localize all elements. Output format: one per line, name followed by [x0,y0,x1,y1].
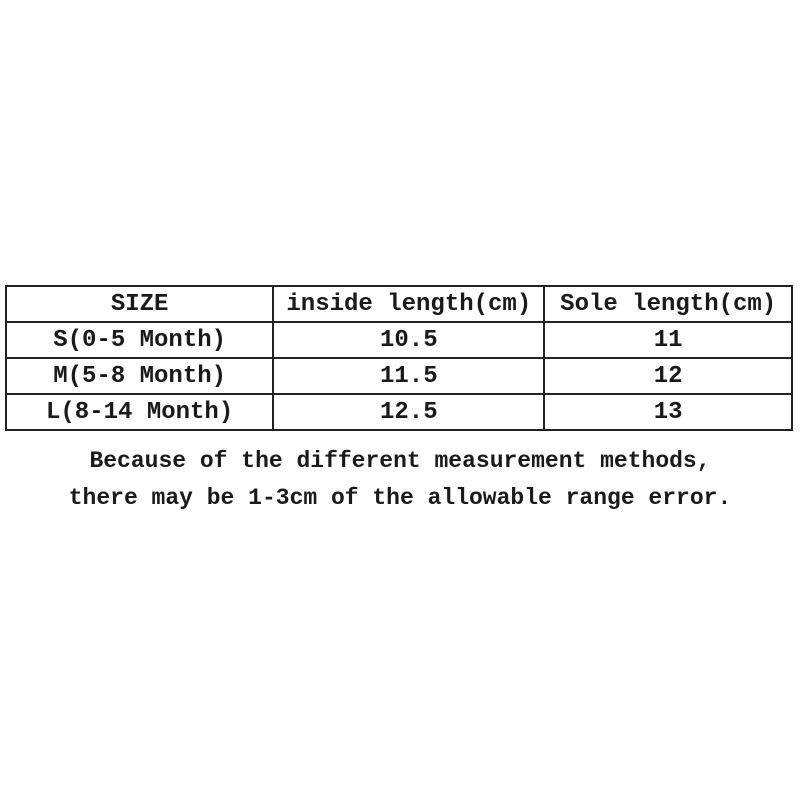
cell-size-s: S(0-5 Month) [6,322,273,358]
disclaimer-line-1: Because of the different measurement methods, [89,448,711,474]
cell-inside-length-s: 10.5 [273,322,544,358]
cell-size-m: M(5-8 Month) [6,358,273,394]
cell-size-l: L(8-14 Month) [6,394,273,430]
size-chart-table [5,285,793,431]
table-header-row [6,286,792,322]
table-row-size-l [6,394,792,430]
cell-sole-length-l: 13 [544,394,792,430]
disclaimer-line-2: there may be 1-3cm of the allowable range error. [68,485,732,511]
column-header-sole-length: Sole length(cm) [544,286,792,322]
column-header-size: SIZE [6,286,273,322]
column-header-inside-length: inside length(cm) [273,286,544,322]
cell-sole-length-s: 11 [544,322,792,358]
table-row-size-s [6,322,792,358]
measurement-disclaimer [0,443,800,517]
cell-sole-length-m: 12 [544,358,792,394]
table-row-size-m [6,358,792,394]
cell-inside-length-l: 12.5 [273,394,544,430]
size-chart-table-container [5,285,793,431]
cell-inside-length-m: 11.5 [273,358,544,394]
